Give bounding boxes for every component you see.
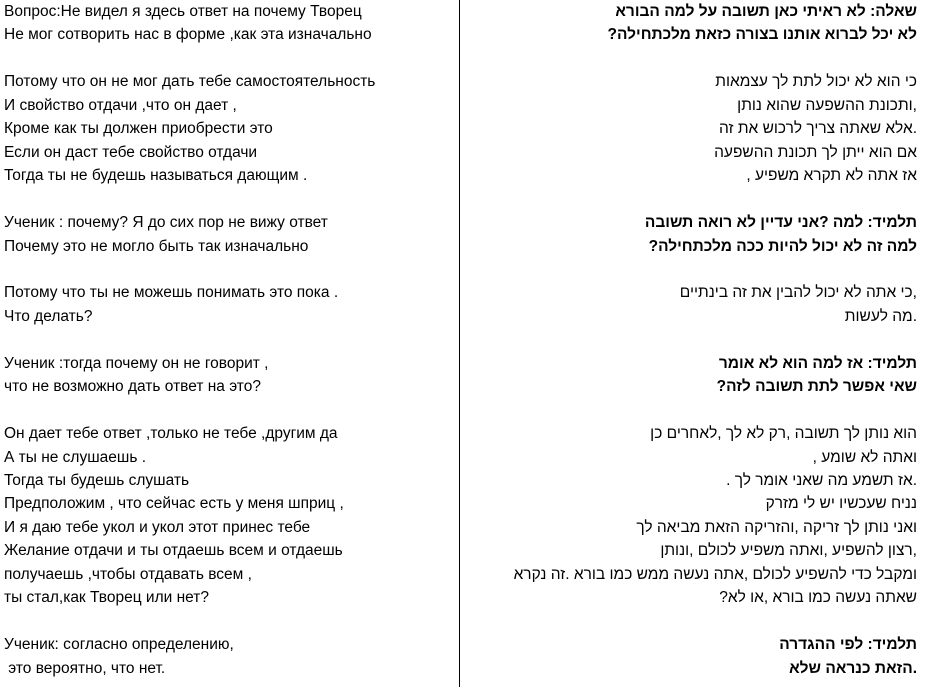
hebrew-text-line: .אז תשמע מה שאני אומר לך .: [726, 472, 917, 489]
hebrew-text-line: שאתה נעשה כמו בורא ,או לא?: [719, 589, 917, 607]
hebrew-text-line: ,כי אתה לא יכול להבין את זה בינתיים: [679, 284, 917, 302]
russian-text-line: Если он даст тебе свойство отдачи: [4, 143, 258, 161]
hebrew-text-line: שאלה: לא ראיתי כאן תשובה על למה הבורא: [615, 3, 917, 20]
hebrew-text-line: נניח שעכשיו יש לי מזרק: [765, 495, 917, 513]
hebrew-text-line: ואני נותן לך זריקה ,והזריקה הזאת מביאה לך: [636, 518, 917, 536]
russian-text-line: И я даю тебе укол и укол этот принес тебе: [4, 518, 311, 536]
hebrew-text-line: הוא נותן לך תשובה ,רק לא לך ,לאחרים כן: [650, 425, 917, 443]
russian-text-line: что не возможно дать ответ на это?: [4, 378, 261, 396]
hebrew-text-line: כי הוא לא יכול לתת לך עצמאות: [715, 73, 917, 91]
russian-text-line: Не мог сотворить нас в форме ,как эта изначально: [4, 26, 372, 44]
russian-text-line: Тогда ты будешь слушать: [4, 472, 190, 489]
hebrew-text-line: .אלא שאתה צריך לרכוש את זה: [719, 120, 917, 138]
russian-text-line: Ученик : почему? Я до сих пор не вижу ответ: [4, 214, 328, 232]
hebrew-text-line: אז אתה לא תקרא משפיע ,: [746, 167, 917, 185]
hebrew-text-line: תלמיד: לפי ההגדרה: [779, 636, 917, 654]
hebrew-text-line: ואתה לא שומע ,: [812, 448, 917, 466]
hebrew-text-line: למה זה לא יכול להיות ככה מלכתחילה?: [648, 237, 917, 255]
russian-text-line: Предположим , что сейчас есть у меня шприц ,: [4, 495, 344, 513]
russian-text-column: [0, 0, 458, 687]
russian-text-line: это вероятно, что нет.: [4, 659, 166, 677]
russian-text-line: А ты не слушаешь .: [4, 448, 147, 466]
russian-text-line: И свойство отдачи ,что он дает ,: [4, 96, 237, 114]
hebrew-text-line: ,ותכונת ההשפעה שהוא נותן: [737, 96, 917, 114]
russian-text-line: Потому что ты не можешь понимать это пока .: [4, 284, 339, 302]
russian-text-line: Ученик :тогда почему он не говорит ,: [4, 354, 269, 372]
russian-text-line: Что делать?: [4, 307, 93, 325]
russian-text-line: Почему это не могло быть так изначально: [4, 237, 309, 255]
column-divider: [459, 0, 460, 687]
hebrew-text-line: ומקבל כדי להשפיע לכולם ,אתה נעשה ממש כמו בורא .זה נקרא: [513, 565, 917, 583]
hebrew-text-line: לא יכל לברוא אותנו בצורה כזאת מלכתחילה?: [607, 26, 917, 44]
hebrew-text-line: ,רצון להשפיע ,ואתה משפיע לכולם ,ונותן: [660, 542, 917, 560]
hebrew-text-line: אם הוא ייתן לך תכונת ההשפעה: [714, 143, 917, 161]
russian-text-line: ты стал,как Творец или нет?: [4, 589, 209, 607]
russian-text-line: Вопрос:Не видел я здесь ответ на почему Творец: [4, 3, 362, 20]
russian-text-line: Он дает тебе ответ ,только не тебе ,другим да: [4, 425, 338, 443]
russian-text-line: Желание отдачи и ты отдаешь всем и отдаешь: [4, 542, 343, 560]
russian-text-line: Тогда ты не будешь называться дающим .: [4, 167, 308, 185]
hebrew-text-line: תלמיד: למה ?אני עדיין לא רואה תשובה: [644, 214, 917, 232]
russian-text-line: Потому что он не мог дать тебе самостоятельность: [4, 73, 376, 91]
hebrew-text-line: .מה לעשות: [844, 307, 917, 325]
hebrew-text-line: תלמיד: אז למה הוא לא אומר: [718, 354, 917, 372]
hebrew-text-line: .הזאת כנראה שלא: [789, 659, 917, 677]
russian-text-line: Кроме как ты должен приобрести это: [4, 120, 273, 138]
hebrew-text-line: שאי אפשר לתת תשובה לזה?: [716, 378, 917, 396]
russian-text-line: получаешь ,чтобы отдавать всем ,: [4, 565, 252, 583]
hebrew-text-column: [461, 0, 925, 687]
russian-text-line: Ученик: согласно определению,: [4, 636, 234, 654]
